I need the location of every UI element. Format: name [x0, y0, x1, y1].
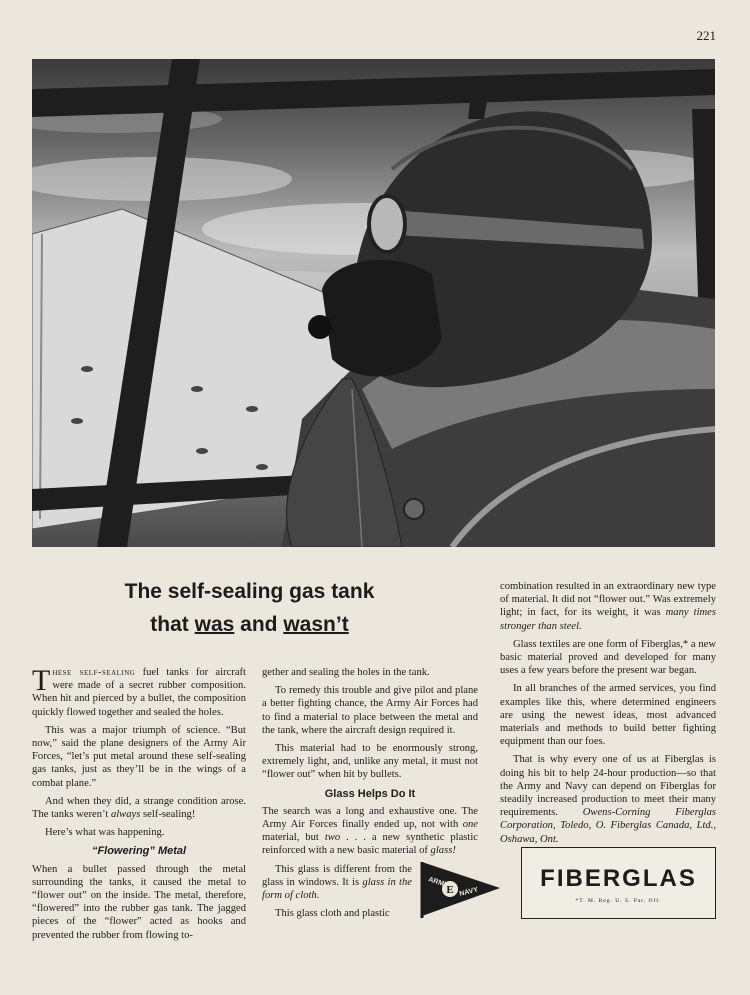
pennant-navy: NAVY [458, 886, 479, 898]
paragraph: This was a major triumph of science. “But now,” said the plane designers of the Army Air Forces, “let’s put metal around these self-sealing gas tanks, just as they’ll be in the wings of a combat plane.” [32, 724, 246, 789]
headline-text: that [150, 613, 195, 636]
headline-emphasis-was: was [194, 613, 235, 636]
subhead-glass-helps: Glass Helps Do It [324, 787, 416, 800]
paragraph-text: material, but [262, 832, 325, 844]
emphasis: always [110, 809, 141, 821]
headline-text: and [234, 613, 284, 636]
lead-in: hese self-sealing [52, 667, 136, 678]
emphasis: one [462, 819, 478, 831]
paragraph: gether and sealing the holes in the tank. [262, 667, 430, 678]
paragraph: This glass cloth and plastic [275, 908, 390, 920]
paragraph [32, 666, 246, 719]
body-column-1 [32, 666, 246, 947]
oxygen-mask [322, 260, 442, 377]
paragraph [500, 580, 716, 633]
subhead-flowering-metal: “Flowering” Metal [91, 845, 187, 858]
body-column-3 [500, 580, 716, 851]
headline [32, 575, 467, 641]
pilot-illustration [32, 59, 715, 547]
emphasis: many times stronger than steel. [500, 607, 716, 632]
army-navy-e-pennant [420, 860, 502, 918]
paragraph: To remedy this trouble and give pilot and plane a better fighting chance, the Army Air Forces had to find a material to place between the metal and the tank, where the aircraft design required it. [262, 685, 478, 736]
emphasis: Owens-Corning Fiberglas Corporation, Toledo, O. Fiberglas Canada, Ltd., Oshawa, Ont. [500, 807, 716, 845]
paragraph-text: . . . a new synthetic plastic reinforced with a new basic material of [262, 832, 479, 857]
paragraph: In all branches of the armed services, you find examples like this, where determined engineers are using the newest ideas, most advanced materials and methods to build better fighting equipment than our foes. [500, 683, 716, 748]
emphasis: glass in the form of cloth. [262, 876, 412, 902]
paragraph-text: And when they did, a strange condition arose. The tanks weren’t [32, 795, 246, 821]
pennant-army: ARMY [427, 876, 450, 890]
paragraph-text: self-sealing! [140, 809, 196, 821]
paragraph-text: The search was a long and exhaustive one. The Army Air Forces finally ended up, not with [262, 805, 478, 831]
fiberglas-wordmark: FIBERGLAS [540, 865, 697, 892]
paragraph [32, 795, 246, 821]
emphasis: glass! [430, 845, 456, 857]
paragraph [262, 863, 412, 903]
emphasis: two [324, 832, 341, 844]
page-number: 221 [696, 28, 716, 43]
paragraph-text: combination resulted in an extraordinary new type of material. It did not “flower out.” Was extremely light; in fact, for its weight, it was [500, 581, 716, 619]
paragraph-text: That is why every one of us at Fiberglas is doing his bit to help 24-hour production—so that the Army and Navy can depend on Fiberglas for steadily increased production to meet their many requirements. [500, 754, 716, 819]
paragraph-text: fuel tanks for aircraft were made of a secret rubber composition. When hit and pierced by a bullet, the composition quickly flowed together and sealed the holes. [32, 667, 246, 718]
paragraph: Here’s what was happening. [45, 827, 165, 839]
headline-emphasis-wasnt: wasn’t [283, 613, 349, 636]
paragraph: This material had to be enormously strong, extremely light, and, unlike any metal, it must not “flower out” when hit by bullets. [262, 743, 478, 781]
paragraph [262, 805, 478, 858]
paragraph-text: This glass is different from the glass in windows. It is [262, 863, 412, 888]
paragraph [500, 753, 716, 845]
headline-line-2 [32, 608, 467, 641]
headline-line-1: The self-sealing gas tank [124, 580, 375, 603]
trademark-notice: *T. M. Reg. U. S. Pat. Off. [575, 898, 662, 904]
paragraph: When a bullet passed through the metal surrounding the tanks, it caused the metal to “flower out” on the inside. The metal, therefore, “flowered” into the rubber gas tank. The jagged pieces of the “flower” acted as hooks and prevented the rubber from flowing to- [32, 863, 246, 941]
fiberglas-logo-box [521, 847, 716, 919]
paragraph: Glass textiles are one form of Fiberglas,* a new basic material proved and developed for many uses a few years before the present war began. [500, 638, 716, 677]
pennant-e: E [446, 884, 454, 896]
drop-cap: T [32, 664, 51, 697]
